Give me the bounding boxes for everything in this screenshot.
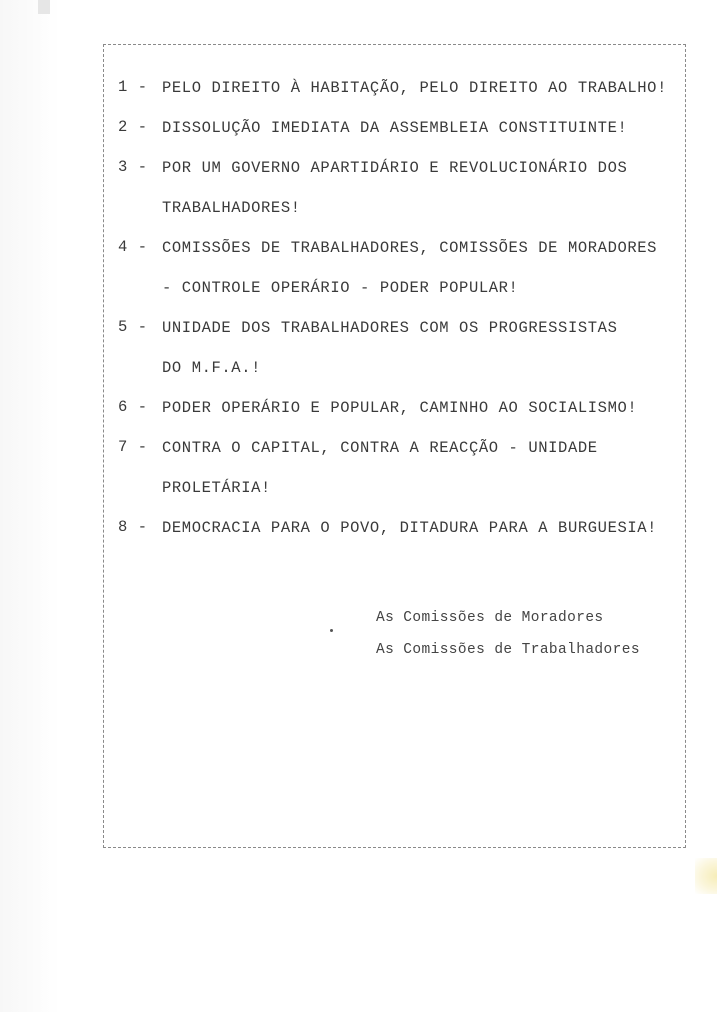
slogan-item-7 xyxy=(118,438,683,518)
slogan-number: 2 - xyxy=(118,118,148,136)
slogan-list xyxy=(118,78,683,558)
slogan-item-3 xyxy=(118,158,683,238)
slogan-line: PODER OPERÁRIO E POPULAR, CAMINHO AO SOCIALISMO! xyxy=(162,399,638,417)
slogan-number: 6 - xyxy=(118,398,148,416)
slogan-item-6 xyxy=(118,398,683,438)
signature-block xyxy=(376,608,640,672)
slogan-line: UNIDADE DOS TRABALHADORES COM OS PROGRESSISTAS xyxy=(162,319,618,337)
signature-moradores: As Comissões de Moradores xyxy=(376,610,604,626)
slogan-text xyxy=(162,438,598,518)
signature-trabalhadores: As Comissões de Trabalhadores xyxy=(376,642,640,658)
slogan-number: 3 - xyxy=(118,158,148,176)
slogan-text xyxy=(162,118,627,158)
stray-dot xyxy=(330,629,333,632)
slogan-text xyxy=(162,518,657,558)
page-left-shadow xyxy=(0,0,60,1012)
slogan-item-5 xyxy=(118,318,683,398)
slogan-number: 7 - xyxy=(118,438,148,456)
slogan-line: POR UM GOVERNO APARTIDÁRIO E REVOLUCIONÁRIO DOS xyxy=(162,159,628,177)
slogan-text xyxy=(162,398,637,438)
slogan-line: PROLETÁRIA! xyxy=(162,479,271,497)
slogan-item-2 xyxy=(118,118,683,158)
slogan-line: CONTRA O CAPITAL, CONTRA A REACÇÃO - UNIDADE xyxy=(162,439,598,457)
slogan-line: PELO DIREITO À HABITAÇÃO, PELO DIREITO AO TRABALHO! xyxy=(162,79,667,97)
slogan-number: 8 - xyxy=(118,518,148,536)
slogan-text xyxy=(162,318,617,398)
slogan-item-8 xyxy=(118,518,683,558)
slogan-number: 1 - xyxy=(118,78,148,96)
slogan-line: DO M.F.A.! xyxy=(162,359,262,377)
slogan-line: DISSOLUÇÃO IMEDIATA DA ASSEMBLEIA CONSTITUINTE! xyxy=(162,119,628,137)
slogan-item-4 xyxy=(118,238,683,318)
slogan-text xyxy=(162,238,657,318)
slogan-text xyxy=(162,78,667,118)
slogan-line: DEMOCRACIA PARA O POVO, DITADURA PARA A BURGUESIA! xyxy=(162,519,658,537)
slogan-number: 4 - xyxy=(118,238,148,256)
scan-corner-mark xyxy=(38,0,50,14)
slogan-line: TRABALHADORES! xyxy=(162,199,301,217)
slogan-number: 5 - xyxy=(118,318,148,336)
slogan-line: COMISSÕES DE TRABALHADORES, COMISSÕES DE MORADORES xyxy=(162,239,658,257)
slogan-line: - CONTROLE OPERÁRIO - PODER POPULAR! xyxy=(162,279,519,297)
paper-stain xyxy=(695,858,717,894)
slogan-text xyxy=(162,158,627,238)
slogan-item-1 xyxy=(118,78,683,118)
